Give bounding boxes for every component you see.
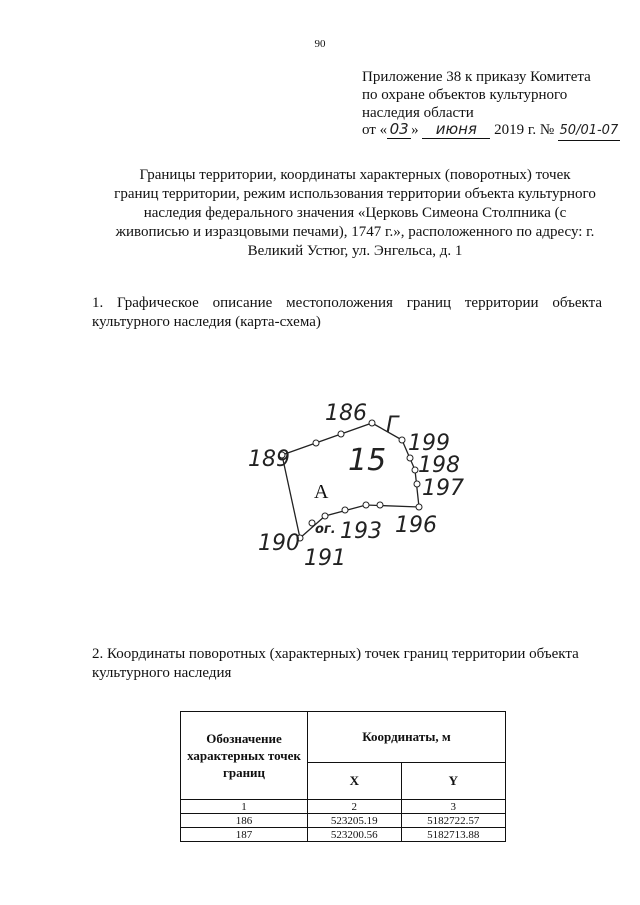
title-line-4: живописью и изразцовыми печами), 1747 г.», расположенного по адресу: г. xyxy=(115,224,595,240)
cell-point: 187 xyxy=(181,828,308,842)
point-label-186: 186 xyxy=(325,401,367,426)
cell-point: 186 xyxy=(181,814,308,828)
title-line-3: наследия федерального значения «Церковь Симеона Столпника (с xyxy=(143,205,567,221)
appendix-line-3: наследия области xyxy=(362,105,474,121)
table-row xyxy=(181,828,506,842)
date-month: июня xyxy=(422,120,490,139)
appendix-date-line xyxy=(362,120,620,141)
date-day: 03 xyxy=(387,120,411,139)
point-label-199: 199 xyxy=(408,431,450,456)
boundary-map-scheme xyxy=(230,380,530,580)
table-header-x: X xyxy=(308,763,402,800)
table-column-numbers xyxy=(181,800,506,814)
appendix-line-2: по охране объектов культурного xyxy=(362,87,568,103)
column-number: 3 xyxy=(401,800,505,814)
date-year: 2019 г. № xyxy=(494,122,555,138)
page-number: 90 xyxy=(314,38,326,50)
point-label-189: 189 xyxy=(248,447,290,472)
title-line-1: Границы территории, координаты характерных (поворотных) точек xyxy=(139,167,571,183)
point-label-193: 193 xyxy=(340,519,382,544)
zone-abbrev: ог. xyxy=(315,522,336,537)
section-1-heading-cont: культурного наследия (карта-схема) xyxy=(92,314,321,330)
coordinates-table xyxy=(180,711,506,842)
table-header-y: Y xyxy=(401,763,505,800)
table-header-label: Обозначение характерных точек границ xyxy=(181,712,308,800)
document-title xyxy=(95,166,615,261)
title-line-5: Великий Устюг, ул. Энгельса, д. 1 xyxy=(247,243,463,259)
point-label-197: 197 xyxy=(422,476,464,501)
date-mid: » xyxy=(411,122,419,138)
column-number: 2 xyxy=(308,800,402,814)
table-row xyxy=(181,814,506,828)
column-number: 1 xyxy=(181,800,308,814)
cell-x: 523205.19 xyxy=(308,814,402,828)
section-2-heading: 2. Координаты поворотных (характерных) точек границ территории объекта xyxy=(92,646,579,662)
order-number: 50/01-07 xyxy=(558,122,620,141)
cell-y: 5182722.57 xyxy=(401,814,505,828)
point-label-196: 196 xyxy=(395,513,437,538)
section-1-heading: 1. Графическое описание местоположения границ территории объекта xyxy=(92,295,602,311)
point-label-198: 198 xyxy=(418,453,460,478)
zone-number: 15 xyxy=(348,443,387,478)
table-header-coords: Координаты, м xyxy=(308,712,506,763)
point-label-191: 191 xyxy=(304,546,346,571)
appendix-line-1: Приложение 38 к приказу Комитета xyxy=(362,69,591,85)
cell-x: 523200.56 xyxy=(308,828,402,842)
point-label-190: 190 xyxy=(258,531,300,556)
date-prefix: от « xyxy=(362,122,388,138)
section-2-heading-cont: культурного наследия xyxy=(92,665,232,681)
street-letter: Г xyxy=(386,413,399,438)
cell-y: 5182713.88 xyxy=(401,828,505,842)
title-line-2: границ территории, режим использования территории объекта культурного xyxy=(114,186,596,202)
zone-letter: А xyxy=(314,481,329,503)
